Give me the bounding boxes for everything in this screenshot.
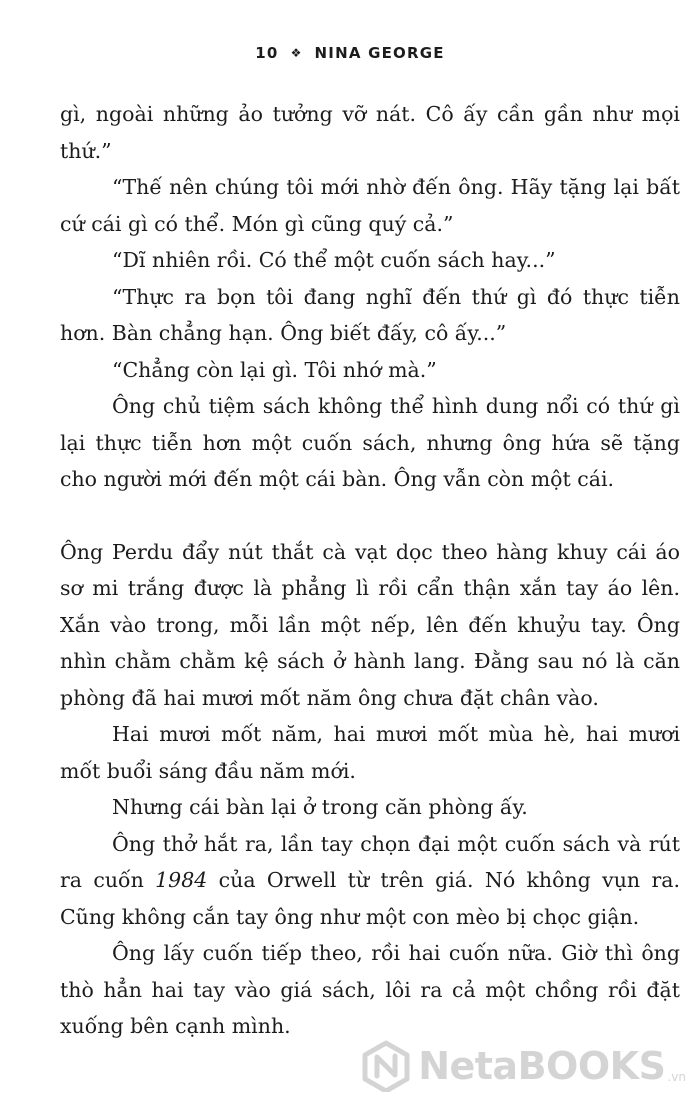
paragraph: Ông lấy cuốn tiếp theo, rồi hai cuốn nữa. Giờ thì ông thò hẳn hai tay vào giá sách, lôi ra cả một chồng rồi đặt xuống bên cạnh mình.	[60, 941, 680, 1038]
author-name: NINA GEORGE	[314, 44, 445, 62]
page-number: 10	[255, 44, 279, 62]
paragraph: “Chẳng còn lại gì. Tôi nhớ mà.”	[112, 357, 437, 382]
paragraph-text: Ông thở hắt ra, lần tay chọn đại một cuốn sách và rút ra cuốn	[60, 831, 680, 892]
watermark-domain: .vn	[667, 1070, 686, 1084]
book-title: 1984	[155, 868, 208, 892]
watermark-brand: NetaBOOKS	[418, 1044, 666, 1088]
body-text	[60, 96, 680, 1045]
paragraph-text: của Orwell từ trên giá. Nó không vụn ra. Cũng không cắn tay ông như một con mèo bị chọc giận.	[60, 868, 681, 929]
diamond-separator-icon: ❖	[290, 46, 303, 60]
running-header	[0, 44, 700, 62]
paragraph: Ông chủ tiệm sách không thể hình dung nổi có thứ gì lại thực tiễn hơn một cuốn sách, nhưng ông hứa sẽ tặng cho người mới đến một cái bàn. Ông vẫn còn một cái.	[60, 394, 680, 491]
paragraph-with-book-title	[60, 826, 680, 936]
paragraph: “Thực ra bọn tôi đang nghĩ đến thứ gì đó thực tiễn hơn. Bàn chẳng hạn. Ông biết đấy, cô ấy...”	[60, 284, 680, 345]
section-first-paragraph: Ông Perdu đẩy nút thắt cà vạt dọc theo hàng khuy cái áo sơ mi trắng được là phẳng lì rồi cẩn thận xắn tay áo lên. Xắn vào trong, mỗi lần một nếp, lên đến khuỷu tay. Ông nhìn chằm chằm kệ sách ở hành lang. Đằng sau nó là căn phòng đã hai mươi mốt năm ông chưa đặt chân vào.	[60, 539, 680, 710]
paragraph-continued: gì, ngoài những ảo tưởng vỡ nát. Cô ấy cần gần như mọi thứ.”	[60, 102, 680, 163]
paragraph: “Thế nên chúng tôi mới nhờ đến ông. Hãy tặng lại bất cứ cái gì có thể. Món gì cũng quý cả.”	[60, 175, 680, 236]
watermark	[360, 1040, 686, 1092]
netabooks-n-logo-icon	[360, 1040, 412, 1092]
paragraph: “Dĩ nhiên rồi. Có thể một cuốn sách hay...”	[112, 248, 556, 272]
paragraph: Nhưng cái bàn lại ở trong căn phòng ấy.	[112, 795, 528, 819]
paragraph: Hai mươi mốt năm, hai mươi mốt mùa hè, hai mươi mốt buổi sáng đầu năm mới.	[60, 722, 680, 783]
